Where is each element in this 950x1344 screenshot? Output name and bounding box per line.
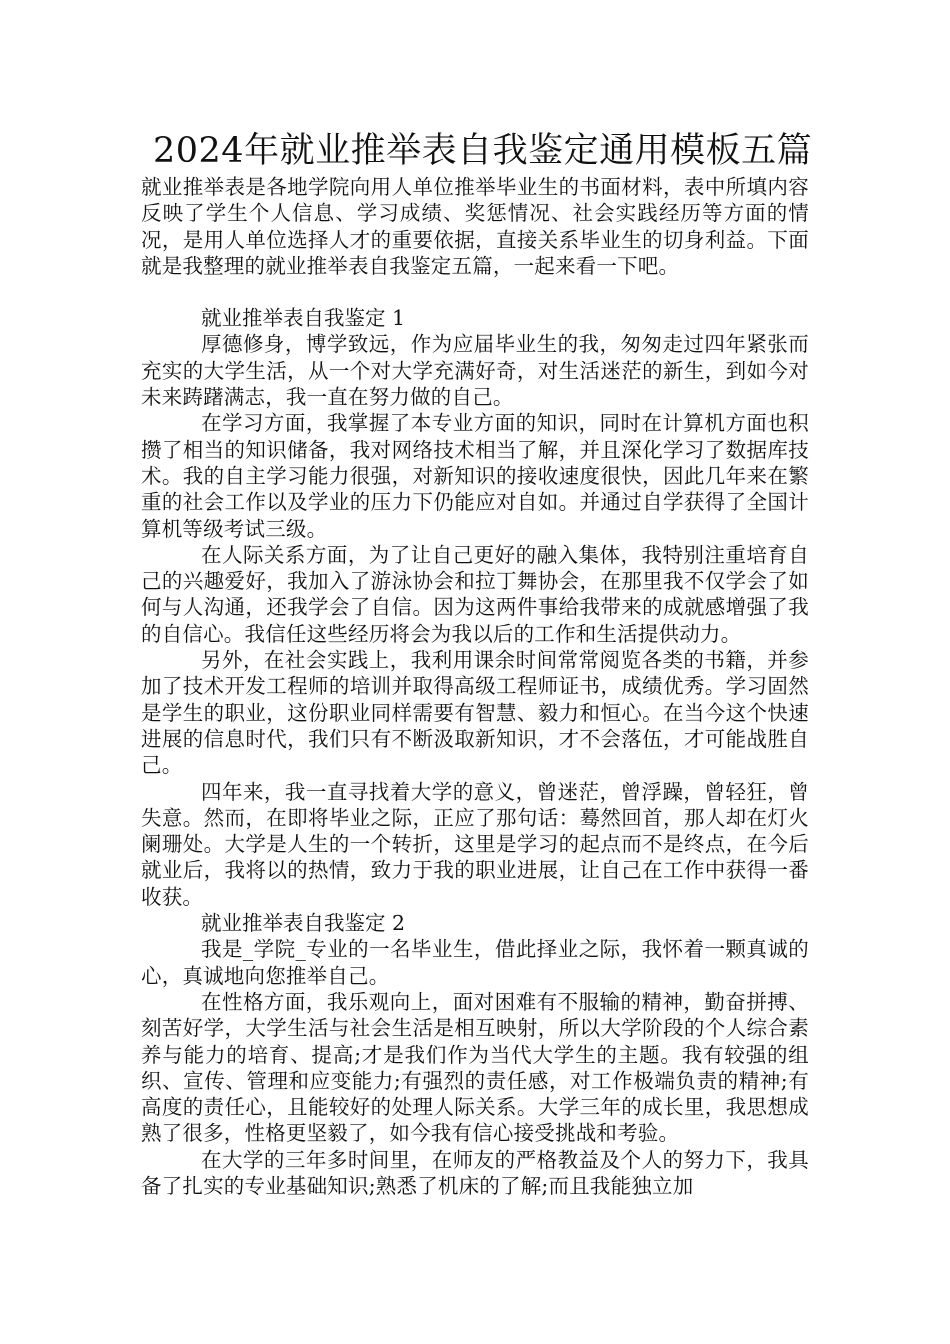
document-title: 2024年就业推举表自我鉴定通用模板五篇 [153, 131, 813, 171]
body-paragraph: 在学习方面，我掌握了本专业方面的知识，同时在计算机方面也积攒了相当的知识储备，我对网络技术相当了解，并且深化学习了数据库技术。我的自主学习能力很强，对新知识的接收速度很快，因此几年来在繁重的社会工作以及学业的压力下仍能应对自如。并通过自学获得了全国计算机等级考试三级。 [141, 411, 809, 541]
section-1 [141, 305, 809, 910]
document-page [141, 128, 813, 1199]
body-paragraph: 在人际关系方面，为了让自己更好的融入集体，我特别注重培育自己的兴趣爱好，我加入了游泳协会和拉丁舞协会，在那里我不仅学会了如何与人沟通，还我学会了自信。因为这两件事给我带来的成就感增强了我的自信心。我信任这些经历将会为我以后的工作和生活提供动力。 [141, 542, 809, 646]
section-heading: 就业推举表自我鉴定 2 [201, 911, 406, 936]
paragraph-gap [141, 279, 809, 305]
body-paragraph: 我是_学院_专业的一名毕业生，借此择业之际，我怀着一颗真诚的心，真诚地向您推举自己。 [141, 937, 809, 988]
body-paragraph: 厚德修身，博学致远，作为应届毕业生的我，匆匆走过四年紧张而充实的大学生活，从一个对大学充满好奇，对生活迷茫的新生，到如今对未来踌躇满志，我一直在努力做的自己。 [141, 332, 809, 410]
section-heading: 就业推举表自我鉴定 1 [201, 306, 406, 331]
body-paragraph: 在性格方面，我乐观向上，面对困难有不服输的精神，勤奋拼搏、刻苦好学，大学生活与社会生活是相互映射，所以大学阶段的个人综合素养与能力的培育、提高;才是我们作为当代大学生的主题。我有较强的组织、宣传、管理和应变能力;有强烈的责任感，对工作极端负责的精神;有高度的责任心，且能较好的处理人际关系。大学三年的成长里，我思想成熟了很多，性格更坚毅了，如今我有信心接受挑战和考验。 [141, 989, 809, 1146]
body-paragraph: 另外，在社会实践上，我利用课余时间常常阅览各类的书籍，并参加了技术开发工程师的培训并取得高级工程师证书，成绩优秀。学习固然是学生的职业，这份职业同样需要有智慧、毅力和恒心。在当今这个快速进展的信息时代，我们只有不断汲取新知识，才不会落伍，才可能战胜自己。 [141, 648, 809, 778]
body-paragraph: 在大学的三年多时间里，在师友的严格教益及个人的努力下，我具备了扎实的专业基础知识;熟悉了机床的了解;而且我能独立加 [141, 1147, 809, 1198]
section-2 [141, 910, 809, 1199]
intro-paragraph: 就业推举表是各地学院向用人单位推举毕业生的书面材料，表中所填内容反映了学生个人信息、学习成绩、奖惩情况、社会实践经历等方面的情况，是用人单位选择人才的重要依据，直接关系毕业生的切身利益。下面就是我整理的就业推举表自我鉴定五篇，一起来看一下吧。 [141, 175, 809, 278]
body-paragraph: 四年来，我一直寻找着大学的意义，曾迷茫，曾浮躁，曾轻狂，曾失意。然而，在即将毕业之际，正应了那句话：蓦然回首，那人却在灯火阑珊处。大学是人生的一个转折，这里是学习的起点而不是终点，在今后就业后，我将以的热情，致力于我的职业进展，让自己在工作中获得一番收获。 [141, 779, 809, 909]
